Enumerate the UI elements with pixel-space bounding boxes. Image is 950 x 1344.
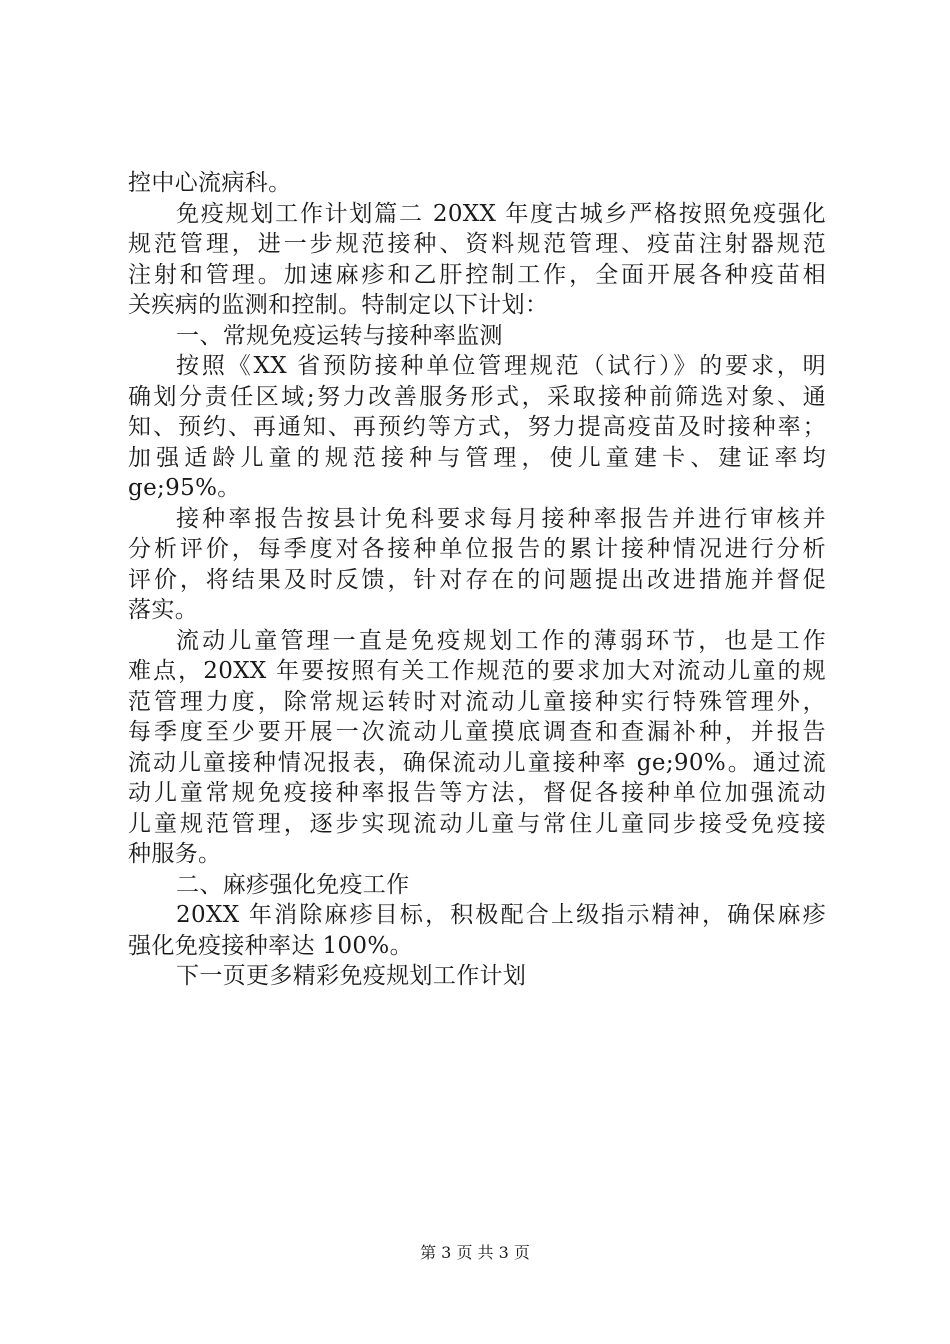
- text-line: 落实。: [128, 597, 199, 623]
- document-body: [128, 168, 826, 992]
- text-line: 难点，20XX 年要按照有关工作规范的要求加大对流动儿童的规: [128, 658, 826, 684]
- paragraph-first-line: 免疫规划工作计划篇二 20XX 年度古城乡严格按照免疫强化: [176, 200, 826, 227]
- text-line: ge;95%。: [128, 475, 241, 501]
- text-line: 规范管理，进一步规范接种、资料规范管理、疫苗注射器规范: [128, 231, 826, 257]
- text-line: 强化免疫接种率达 100%。: [128, 932, 413, 959]
- section-heading: 一、常规免疫运转与接种率监测: [176, 322, 503, 349]
- next-page-link-text: 下一页更多精彩免疫规划工作计划: [176, 963, 527, 989]
- text-line: 动儿童常规免疫接种率报告等方法，督促各接种单位加强流动: [128, 780, 826, 806]
- paragraph-first-line: 接种率报告按县计免科要求每月接种率报告并进行审核并: [176, 505, 826, 532]
- text-line: 流动儿童接种情况报表，确保流动儿童接种率 ge;90%。通过流: [128, 749, 826, 776]
- text-line: 知、预约、再通知、再预约等方式，努力提高疫苗及时接种率；: [128, 414, 826, 440]
- text-line: 关疾病的监测和控制。特制定以下计划：: [128, 292, 549, 318]
- section-heading: 二、麻疹强化免疫工作: [176, 871, 410, 898]
- text-line: 种服务。: [128, 841, 222, 867]
- text-line: 每季度至少要开展一次流动儿童摸底调查和查漏补种，并报告: [128, 719, 826, 745]
- text-line: 确划分责任区域;努力改善服务形式，采取接种前筛选对象、通: [128, 383, 826, 410]
- text-line: 儿童规范管理，逐步实现流动儿童与常住儿童同步接受免疫接: [128, 810, 826, 837]
- text-line: 分析评价，每季度对各接种单位报告的累计接种情况进行分析: [128, 536, 826, 562]
- text-line: 加强适龄儿童的规范接种与管理，使儿童建卡、建证率均: [128, 444, 826, 471]
- paragraph-first-line: 流动儿童管理一直是免疫规划工作的薄弱环节，也是工作: [176, 627, 826, 654]
- text-line: 注射和管理。加速麻疹和乙肝控制工作，全面开展各种疫苗相: [128, 261, 826, 288]
- paragraph-first-line: 按照《XX 省预防接种单位管理规范（试行）》的要求，明: [176, 353, 826, 379]
- page-number-footer: 第 3 页 共 3 页: [420, 1243, 530, 1262]
- text-line: 范管理力度，除常规运转时对流动儿童接种实行特殊管理外，: [128, 688, 826, 715]
- text-line: 评价，将结果及时反馈，针对存在的问题提出改进措施并督促: [128, 566, 826, 593]
- text-line: 控中心流病科。: [128, 170, 292, 196]
- paragraph-first-line: 20XX 年消除麻疹目标，积极配合上级指示精神，确保麻疹: [176, 902, 826, 928]
